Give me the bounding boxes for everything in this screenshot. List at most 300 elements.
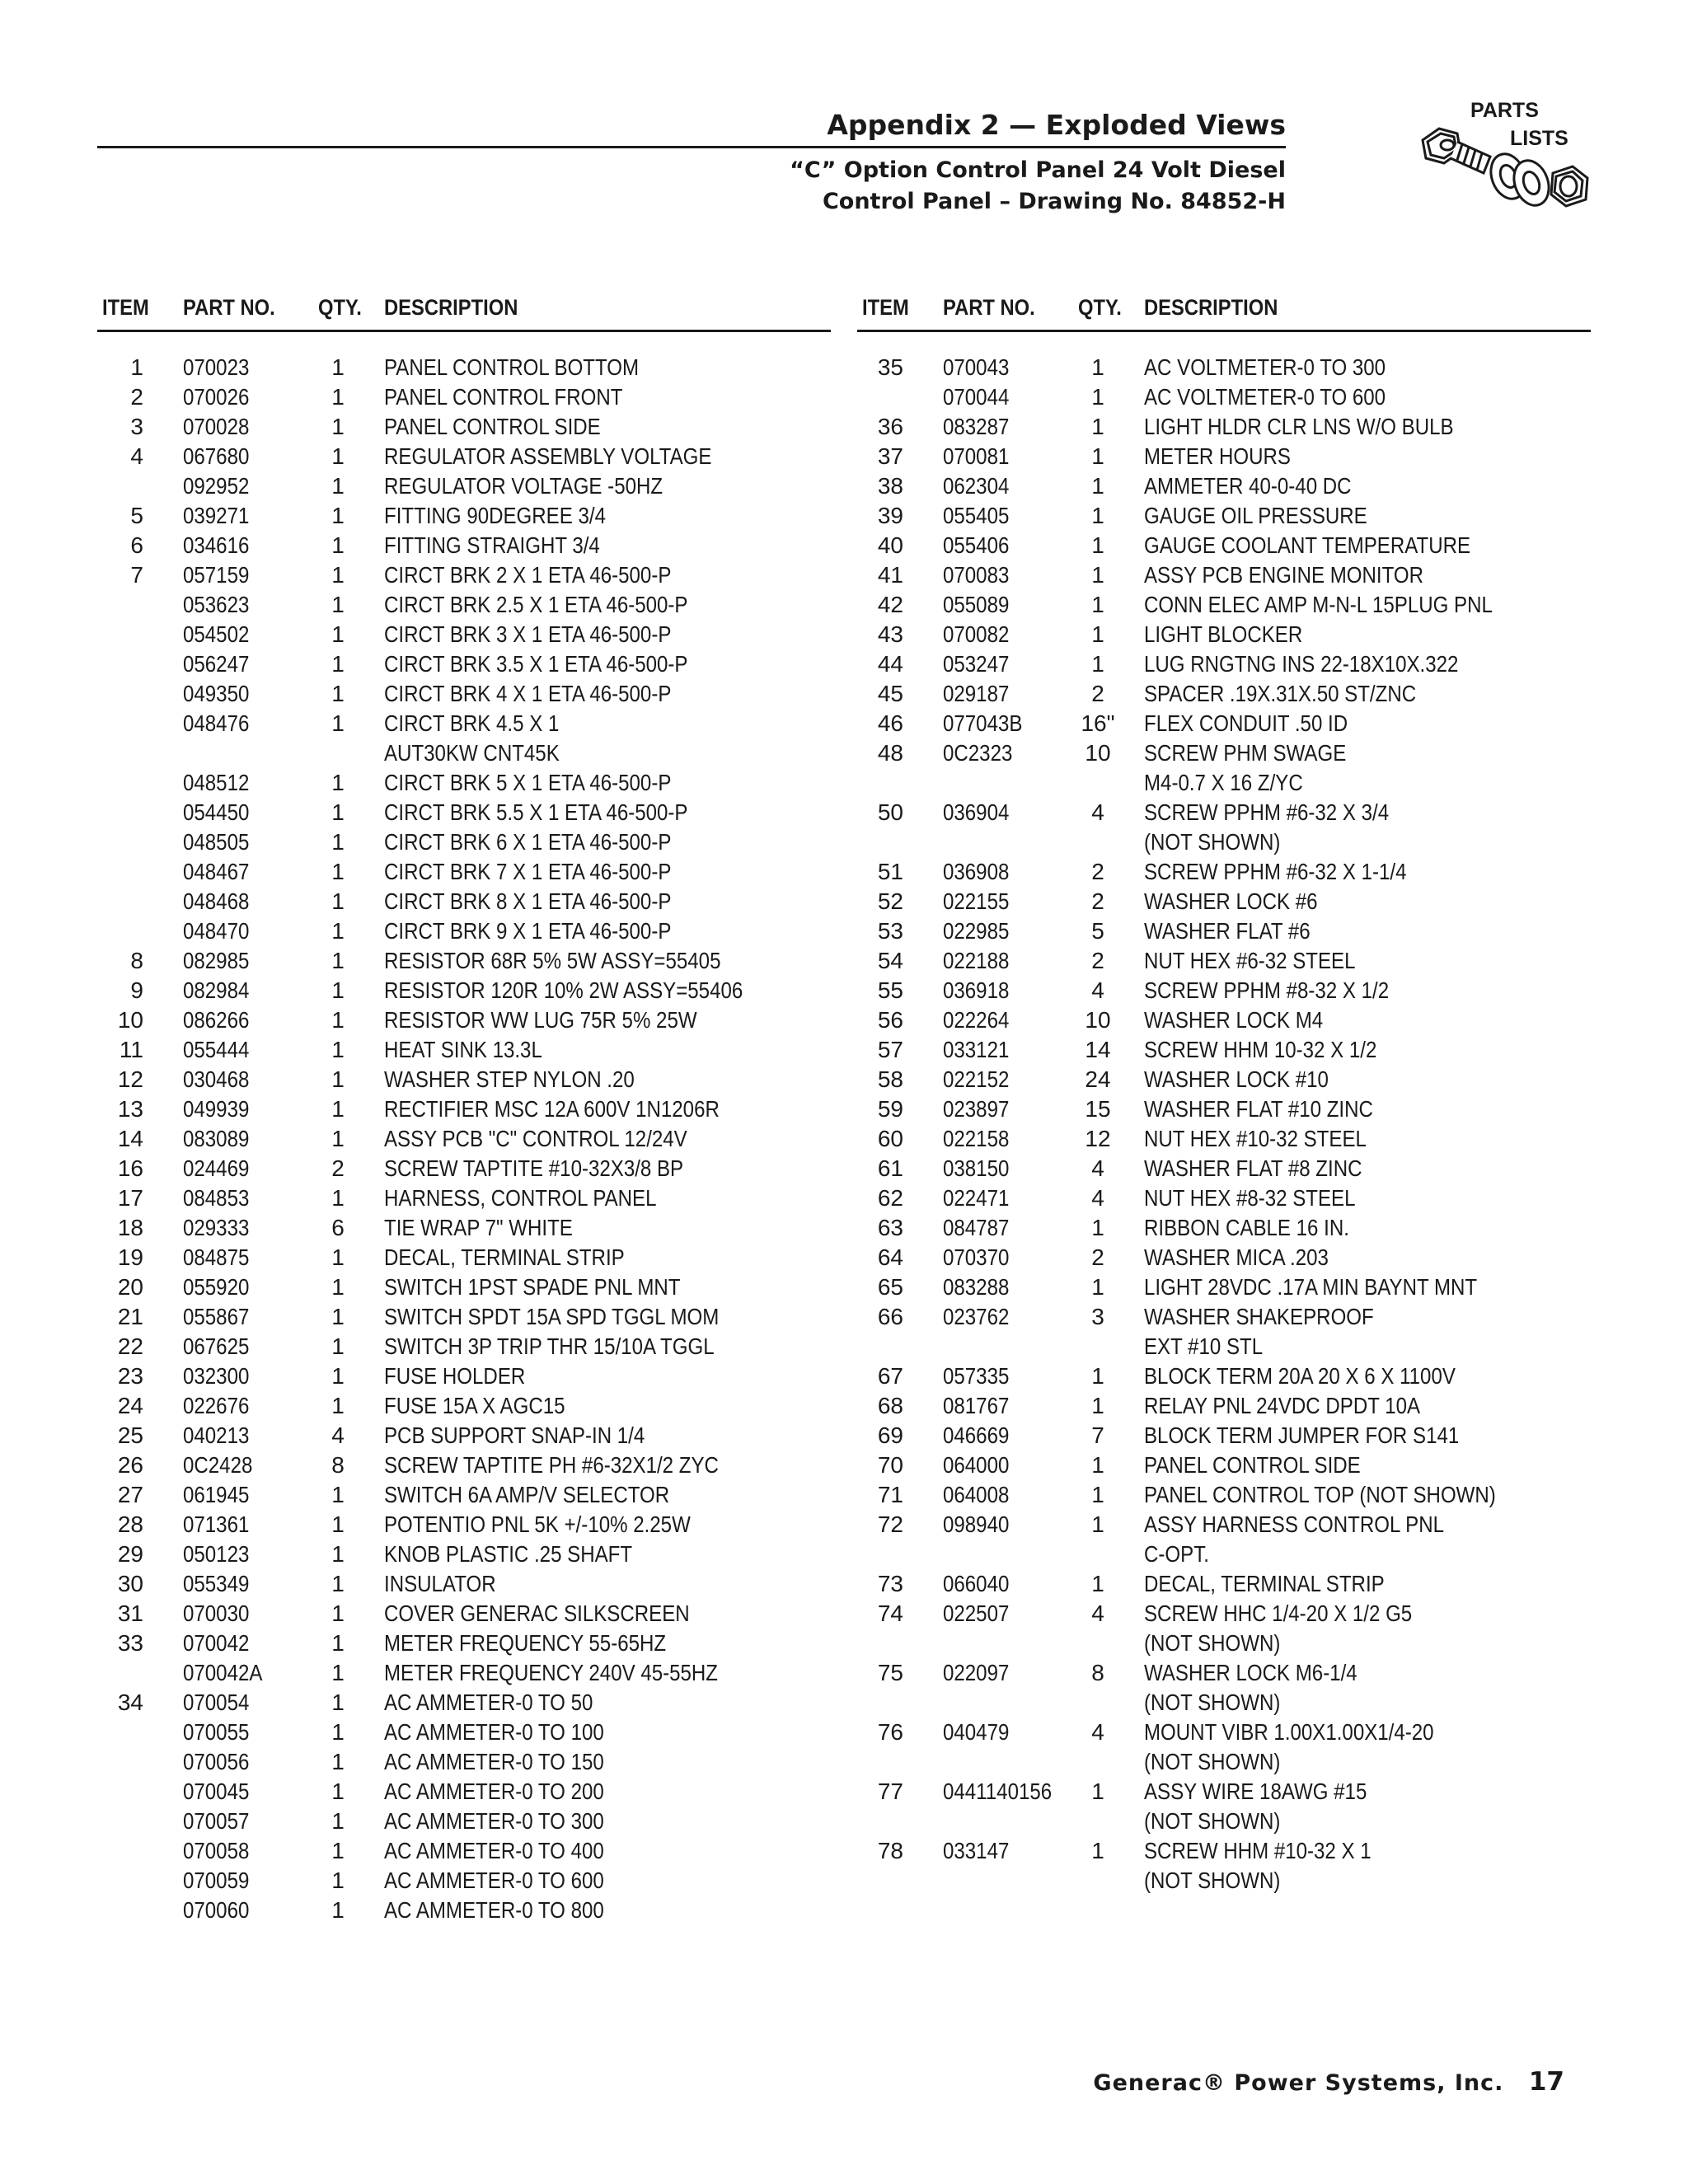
- quantity: 1: [331, 1096, 345, 1122]
- part-number: 070058: [183, 1838, 250, 1863]
- description: SCREW PPHM #6-32 X 1-1/4: [1144, 859, 1407, 884]
- part-number: 022155: [943, 888, 1010, 914]
- table-row: [97, 857, 831, 887]
- quantity: 6: [331, 1215, 345, 1240]
- table-row: [97, 382, 831, 412]
- item-number: 19: [117, 1244, 143, 1270]
- table-row: [857, 1629, 1591, 1658]
- description: NUT HEX #8-32 STEEL: [1144, 1185, 1356, 1211]
- item-number: 70: [877, 1452, 903, 1478]
- item-number: 73: [877, 1571, 903, 1596]
- description: NUT HEX #6-32 STEEL: [1144, 948, 1356, 973]
- col-header-part: PART NO.: [943, 295, 1035, 320]
- table-row: [857, 531, 1591, 560]
- quantity: 2: [331, 1155, 345, 1181]
- quantity: 4: [1091, 1155, 1104, 1181]
- description: FUSE 15A X AGC15: [384, 1393, 565, 1418]
- table-row: [857, 1747, 1591, 1777]
- table-row: [97, 1361, 831, 1391]
- table-row: [97, 1332, 831, 1361]
- quantity: 1: [1091, 562, 1104, 588]
- quantity: 1: [1091, 384, 1104, 410]
- quantity: 4: [331, 1422, 345, 1448]
- description: PANEL CONTROL SIDE: [1144, 1452, 1361, 1478]
- quantity: 1: [331, 503, 345, 528]
- quantity: 1: [331, 473, 345, 499]
- part-number: 049350: [183, 681, 250, 706]
- quantity: 8: [331, 1452, 345, 1478]
- item-number: 58: [877, 1066, 903, 1092]
- page-title: Appendix 2 — Exploded Views: [827, 109, 1286, 141]
- item-number: 38: [877, 473, 903, 499]
- description: AC AMMETER-0 TO 200: [384, 1779, 604, 1804]
- part-number: 040213: [183, 1422, 250, 1448]
- item-number: 28: [117, 1511, 143, 1537]
- table-row: [857, 1302, 1591, 1332]
- part-number: 084875: [183, 1244, 250, 1270]
- part-number: 067680: [183, 443, 250, 469]
- table-row: [97, 768, 831, 798]
- part-number: 049939: [183, 1096, 250, 1122]
- quantity: 1: [331, 562, 345, 588]
- description: RIBBON CABLE 16 IN.: [1144, 1215, 1349, 1240]
- quantity: 1: [331, 532, 345, 558]
- part-number: 039271: [183, 503, 250, 528]
- item-number: 40: [877, 532, 903, 558]
- quantity: 1: [1091, 1393, 1104, 1418]
- description: WASHER LOCK #10: [1144, 1066, 1329, 1092]
- description: FUSE HOLDER: [384, 1363, 526, 1389]
- part-number: 083288: [943, 1274, 1010, 1300]
- description: LIGHT 28VDC .17A MIN BAYNT MNT: [1144, 1274, 1478, 1300]
- quantity: 1: [1091, 354, 1104, 380]
- table-row: [97, 1421, 831, 1451]
- table-row: [857, 798, 1591, 827]
- table-row: [857, 1510, 1591, 1540]
- item-number: 59: [877, 1096, 903, 1122]
- table-row: [97, 1688, 831, 1718]
- item-number: 56: [877, 1007, 903, 1033]
- table-row: [97, 738, 831, 768]
- description: SWITCH 3P TRIP THR 15/10A TGGL: [384, 1333, 715, 1359]
- quantity: 16": [1081, 710, 1115, 736]
- item-number: 57: [877, 1037, 903, 1062]
- part-number: 083287: [943, 414, 1010, 439]
- description: WASHER LOCK M4: [1144, 1007, 1324, 1033]
- quantity: 1: [331, 1393, 345, 1418]
- description: WASHER SHAKEPROOF: [1144, 1304, 1374, 1329]
- part-number: 0C2323: [943, 740, 1013, 766]
- part-number: 086266: [183, 1007, 250, 1033]
- table-row: [97, 1747, 831, 1777]
- part-number: 022676: [183, 1393, 250, 1418]
- quantity: 1: [1091, 621, 1104, 647]
- table-row: [97, 442, 831, 471]
- table-row: [97, 1154, 831, 1183]
- quantity: 1: [331, 1749, 345, 1774]
- table-row: [97, 590, 831, 620]
- part-number: 064008: [943, 1482, 1010, 1507]
- item-number: 2: [130, 384, 143, 410]
- part-number: 053247: [943, 651, 1010, 677]
- description: FITTING STRAIGHT 3/4: [384, 532, 600, 558]
- table-row: [97, 1272, 831, 1302]
- description: RELAY PNL 24VDC DPDT 10A: [1144, 1393, 1421, 1418]
- quantity: 1: [1091, 473, 1104, 499]
- description: LIGHT HLDR CLR LNS W/O BULB: [1144, 414, 1454, 439]
- table-row: [857, 1035, 1591, 1065]
- quantity: 1: [331, 1244, 345, 1270]
- item-number: 10: [117, 1007, 143, 1033]
- item-number: 75: [877, 1660, 903, 1685]
- quantity: 2: [1091, 948, 1104, 973]
- quantity: 1: [1091, 1571, 1104, 1596]
- item-number: 66: [877, 1304, 903, 1329]
- table-row: [97, 501, 831, 531]
- item-number: 71: [877, 1482, 903, 1507]
- part-number: 033121: [943, 1037, 1010, 1062]
- table-row: [857, 1569, 1591, 1599]
- description: CIRCT BRK 6 X 1 ETA 46-500-P: [384, 829, 672, 855]
- quantity: 1: [1091, 532, 1104, 558]
- table-row: [97, 1302, 831, 1332]
- part-number: 048505: [183, 829, 250, 855]
- quantity: 1: [331, 1690, 345, 1715]
- table-row: [857, 1688, 1591, 1718]
- quantity: 1: [1091, 592, 1104, 617]
- subtitle-line-1: “C” Option Control Panel 24 Volt Diesel: [790, 157, 1286, 183]
- part-number: 064000: [943, 1452, 1010, 1478]
- quantity: 1: [1091, 414, 1104, 439]
- description: CONN ELEC AMP M-N-L 15PLUG PNL: [1144, 592, 1493, 617]
- description: HEAT SINK 13.3L: [384, 1037, 542, 1062]
- description: CIRCT BRK 5.5 X 1 ETA 46-500-P: [384, 799, 688, 825]
- description: AC AMMETER-0 TO 600: [384, 1868, 604, 1893]
- part-number: 061945: [183, 1482, 250, 1507]
- description: WASHER LOCK M6-1/4: [1144, 1660, 1357, 1685]
- item-number: 5: [130, 503, 143, 528]
- quantity: 1: [331, 918, 345, 944]
- table-row: [857, 471, 1591, 501]
- part-number: 030468: [183, 1066, 250, 1092]
- item-number: 50: [877, 799, 903, 825]
- table-row: [857, 1361, 1591, 1391]
- part-number: 070045: [183, 1779, 250, 1804]
- description: CIRCT BRK 5 X 1 ETA 46-500-P: [384, 770, 672, 795]
- col-header-desc: DESCRIPTION: [1144, 295, 1278, 320]
- table-row: [857, 827, 1591, 857]
- description: CIRCT BRK 2 X 1 ETA 46-500-P: [384, 562, 672, 588]
- description: AC AMMETER-0 TO 100: [384, 1719, 604, 1745]
- part-number: 070083: [943, 562, 1010, 588]
- item-number: 60: [877, 1126, 903, 1151]
- table-row: [857, 1658, 1591, 1688]
- part-number: 023762: [943, 1304, 1010, 1329]
- item-number: 74: [877, 1601, 903, 1626]
- quantity: 1: [1091, 1215, 1104, 1240]
- quantity: 1: [1091, 1274, 1104, 1300]
- description: WASHER FLAT #8 ZINC: [1144, 1155, 1362, 1181]
- part-number: 022097: [943, 1660, 1010, 1685]
- description: (NOT SHOWN): [1144, 1630, 1281, 1656]
- item-number: 72: [877, 1511, 903, 1537]
- quantity: 5: [1091, 918, 1104, 944]
- table-row: [857, 857, 1591, 887]
- part-number: 055444: [183, 1037, 250, 1062]
- part-number: 098940: [943, 1511, 1010, 1537]
- quantity: 1: [331, 1126, 345, 1151]
- description: SCREW PPHM #6-32 X 3/4: [1144, 799, 1390, 825]
- table-row: [97, 887, 831, 916]
- table-row: [857, 1451, 1591, 1480]
- item-number: 34: [117, 1690, 143, 1715]
- table-body-left: [97, 353, 831, 1925]
- parts-table-right: [857, 292, 1591, 1896]
- quantity: 1: [331, 829, 345, 855]
- description: FITTING 90DEGREE 3/4: [384, 503, 606, 528]
- table-row: [857, 590, 1591, 620]
- table-row: [97, 916, 831, 946]
- part-number: 038150: [943, 1155, 1010, 1181]
- page-header-rule: [97, 146, 1286, 148]
- table-row: [857, 1183, 1591, 1213]
- table-row: [857, 1332, 1591, 1361]
- item-number: 37: [877, 443, 903, 469]
- description: METER FREQUENCY 55-65HZ: [384, 1630, 667, 1656]
- part-number: 0441140156: [943, 1779, 1053, 1804]
- description: DECAL, TERMINAL STRIP: [384, 1244, 625, 1270]
- quantity: 24: [1085, 1066, 1111, 1092]
- item-number: 53: [877, 918, 903, 944]
- part-number: 070055: [183, 1719, 250, 1745]
- item-number: 45: [877, 681, 903, 706]
- item-number: 63: [877, 1215, 903, 1240]
- table-row: [857, 442, 1591, 471]
- part-number: 081767: [943, 1393, 1010, 1418]
- item-number: 44: [877, 651, 903, 677]
- part-number: 055405: [943, 503, 1010, 528]
- item-number: 22: [117, 1333, 143, 1359]
- part-number: 070054: [183, 1690, 250, 1715]
- item-number: 35: [877, 354, 903, 380]
- quantity: 4: [1091, 977, 1104, 1003]
- table-row: [97, 1510, 831, 1540]
- part-number: 054502: [183, 621, 250, 647]
- quantity: 1: [331, 651, 345, 677]
- description: AC AMMETER-0 TO 50: [384, 1690, 593, 1715]
- quantity: 1: [331, 1185, 345, 1211]
- item-number: 24: [117, 1393, 143, 1418]
- table-row: [97, 709, 831, 738]
- table-row: [857, 353, 1591, 382]
- part-number: 070057: [183, 1808, 250, 1834]
- item-number: 23: [117, 1363, 143, 1389]
- description: AC AMMETER-0 TO 800: [384, 1897, 604, 1923]
- description: M4-0.7 X 16 Z/YC: [1144, 770, 1303, 795]
- part-number: 070030: [183, 1601, 250, 1626]
- description: (NOT SHOWN): [1144, 1868, 1281, 1893]
- part-number: 070042: [183, 1630, 250, 1656]
- part-number: 070059: [183, 1868, 250, 1893]
- description: SCREW HHM 10-32 X 1/2: [1144, 1037, 1377, 1062]
- description: RECTIFIER MSC 12A 600V 1N1206R: [384, 1096, 720, 1122]
- table-row: [97, 1896, 831, 1925]
- description: SPACER .19X.31X.50 ST/ZNC: [1144, 681, 1417, 706]
- part-number: 070056: [183, 1749, 250, 1774]
- quantity: 1: [331, 1541, 345, 1567]
- quantity: 1: [331, 1511, 345, 1537]
- part-number: 036908: [943, 859, 1010, 884]
- part-number: 034616: [183, 532, 250, 558]
- description: REGULATOR ASSEMBLY VOLTAGE: [384, 443, 712, 469]
- item-number: 55: [877, 977, 903, 1003]
- part-number: 062304: [943, 473, 1010, 499]
- description: SCREW TAPTITE PH #6-32X1/2 ZYC: [384, 1452, 719, 1478]
- item-number: 18: [117, 1215, 143, 1240]
- quantity: 1: [331, 1601, 345, 1626]
- part-number: 054450: [183, 799, 250, 825]
- description: BLOCK TERM 20A 20 X 6 X 1100V: [1144, 1363, 1456, 1389]
- description: WASHER FLAT #10 ZINC: [1144, 1096, 1373, 1122]
- part-number: 082985: [183, 948, 250, 973]
- table-row: [857, 501, 1591, 531]
- item-number: 21: [117, 1304, 143, 1329]
- quantity: 10: [1085, 1007, 1111, 1033]
- part-number: 040479: [943, 1719, 1010, 1745]
- table-row: [857, 1065, 1591, 1094]
- table-row: [97, 798, 831, 827]
- description: AUT30KW CNT45K: [384, 740, 560, 766]
- table-row: [97, 1065, 831, 1094]
- description: HARNESS, CONTROL PANEL: [384, 1185, 657, 1211]
- quantity: 1: [1091, 443, 1104, 469]
- part-number: 050123: [183, 1541, 250, 1567]
- col-header-qty: QTY.: [1078, 295, 1122, 320]
- description: PANEL CONTROL TOP (NOT SHOWN): [1144, 1482, 1496, 1507]
- quantity: 1: [331, 1274, 345, 1300]
- table-row: [97, 1777, 831, 1807]
- item-number: 62: [877, 1185, 903, 1211]
- table-row: [97, 1866, 831, 1896]
- description: RESISTOR 120R 10% 2W ASSY=55406: [384, 977, 743, 1003]
- quantity: 15: [1085, 1096, 1111, 1122]
- item-number: 17: [117, 1185, 143, 1211]
- description: RESISTOR WW LUG 75R 5% 25W: [384, 1007, 697, 1033]
- item-number: 67: [877, 1363, 903, 1389]
- table-row: [97, 1658, 831, 1688]
- description: AMMETER 40-0-40 DC: [1144, 473, 1352, 499]
- description: PANEL CONTROL SIDE: [384, 414, 601, 439]
- page-subtitle: [790, 155, 1286, 218]
- description: MOUNT VIBR 1.00X1.00X1/4-20: [1144, 1719, 1434, 1745]
- quantity: 1: [331, 1868, 345, 1893]
- table-row: [857, 709, 1591, 738]
- part-number: 057159: [183, 562, 250, 588]
- description: AC VOLTMETER-0 TO 600: [1144, 384, 1386, 410]
- quantity: 1: [331, 354, 345, 380]
- part-number: 070026: [183, 384, 250, 410]
- item-number: 6: [130, 532, 143, 558]
- description: (NOT SHOWN): [1144, 1808, 1281, 1834]
- part-number: 022158: [943, 1126, 1010, 1151]
- part-number: 053623: [183, 592, 250, 617]
- quantity: 2: [1091, 888, 1104, 914]
- table-row: [857, 1243, 1591, 1272]
- description: ASSY HARNESS CONTROL PNL: [1144, 1511, 1444, 1537]
- parts-lists-badge: [1411, 97, 1592, 223]
- table-row: [97, 1629, 831, 1658]
- description: CIRCT BRK 4 X 1 ETA 46-500-P: [384, 681, 672, 706]
- table-row: [857, 679, 1591, 709]
- quantity: 1: [331, 1630, 345, 1656]
- table-row: [97, 827, 831, 857]
- description: CIRCT BRK 3.5 X 1 ETA 46-500-P: [384, 651, 688, 677]
- table-row: [857, 738, 1591, 768]
- item-number: 77: [877, 1779, 903, 1804]
- part-number: 056247: [183, 651, 250, 677]
- part-number: 070060: [183, 1897, 250, 1923]
- item-number: 41: [877, 562, 903, 588]
- description: RESISTOR 68R 5% 5W ASSY=55405: [384, 948, 721, 973]
- part-number: 022471: [943, 1185, 1010, 1211]
- description: SWITCH 6A AMP/V SELECTOR: [384, 1482, 670, 1507]
- item-number: 3: [130, 414, 143, 439]
- item-number: 14: [117, 1126, 143, 1151]
- table-row: [97, 560, 831, 590]
- description: AC VOLTMETER-0 TO 300: [1144, 354, 1386, 380]
- description: WASHER FLAT #6: [1144, 918, 1311, 944]
- table-row: [97, 679, 831, 709]
- col-header-part: PART NO.: [183, 295, 275, 320]
- part-number: 0C2428: [183, 1452, 253, 1478]
- description: C-OPT.: [1144, 1541, 1209, 1567]
- description: CIRCT BRK 9 X 1 ETA 46-500-P: [384, 918, 672, 944]
- part-number: 032300: [183, 1363, 250, 1389]
- part-number: 022507: [943, 1601, 1010, 1626]
- table-row: [97, 1451, 831, 1480]
- quantity: 1: [331, 1304, 345, 1329]
- part-number: 071361: [183, 1511, 250, 1537]
- col-header-desc: DESCRIPTION: [384, 295, 518, 320]
- item-number: 11: [119, 1037, 143, 1062]
- part-number: 048476: [183, 710, 250, 736]
- description: GAUGE OIL PRESSURE: [1144, 503, 1367, 528]
- description: WASHER STEP NYLON .20: [384, 1066, 635, 1092]
- part-number: 029333: [183, 1215, 250, 1240]
- table-row: [97, 1094, 831, 1124]
- item-number: 54: [877, 948, 903, 973]
- part-number: 048470: [183, 918, 250, 944]
- item-number: 27: [117, 1482, 143, 1507]
- item-number: 36: [877, 414, 903, 439]
- description: FLEX CONDUIT .50 ID: [1144, 710, 1348, 736]
- table-row: [97, 1540, 831, 1569]
- quantity: 2: [1091, 1244, 1104, 1270]
- description: TIE WRAP 7" WHITE: [384, 1215, 573, 1240]
- description: ASSY PCB "C" CONTROL 12/24V: [384, 1126, 687, 1151]
- table-row: [97, 1391, 831, 1421]
- item-number: 51: [877, 859, 903, 884]
- table-row: [97, 620, 831, 649]
- table-row: [857, 1391, 1591, 1421]
- quantity: 1: [1091, 503, 1104, 528]
- table-row: [857, 946, 1591, 976]
- table-row: [97, 946, 831, 976]
- part-number: 070370: [943, 1244, 1010, 1270]
- part-number: 048468: [183, 888, 250, 914]
- table-row: [97, 1807, 831, 1836]
- table-row: [857, 916, 1591, 946]
